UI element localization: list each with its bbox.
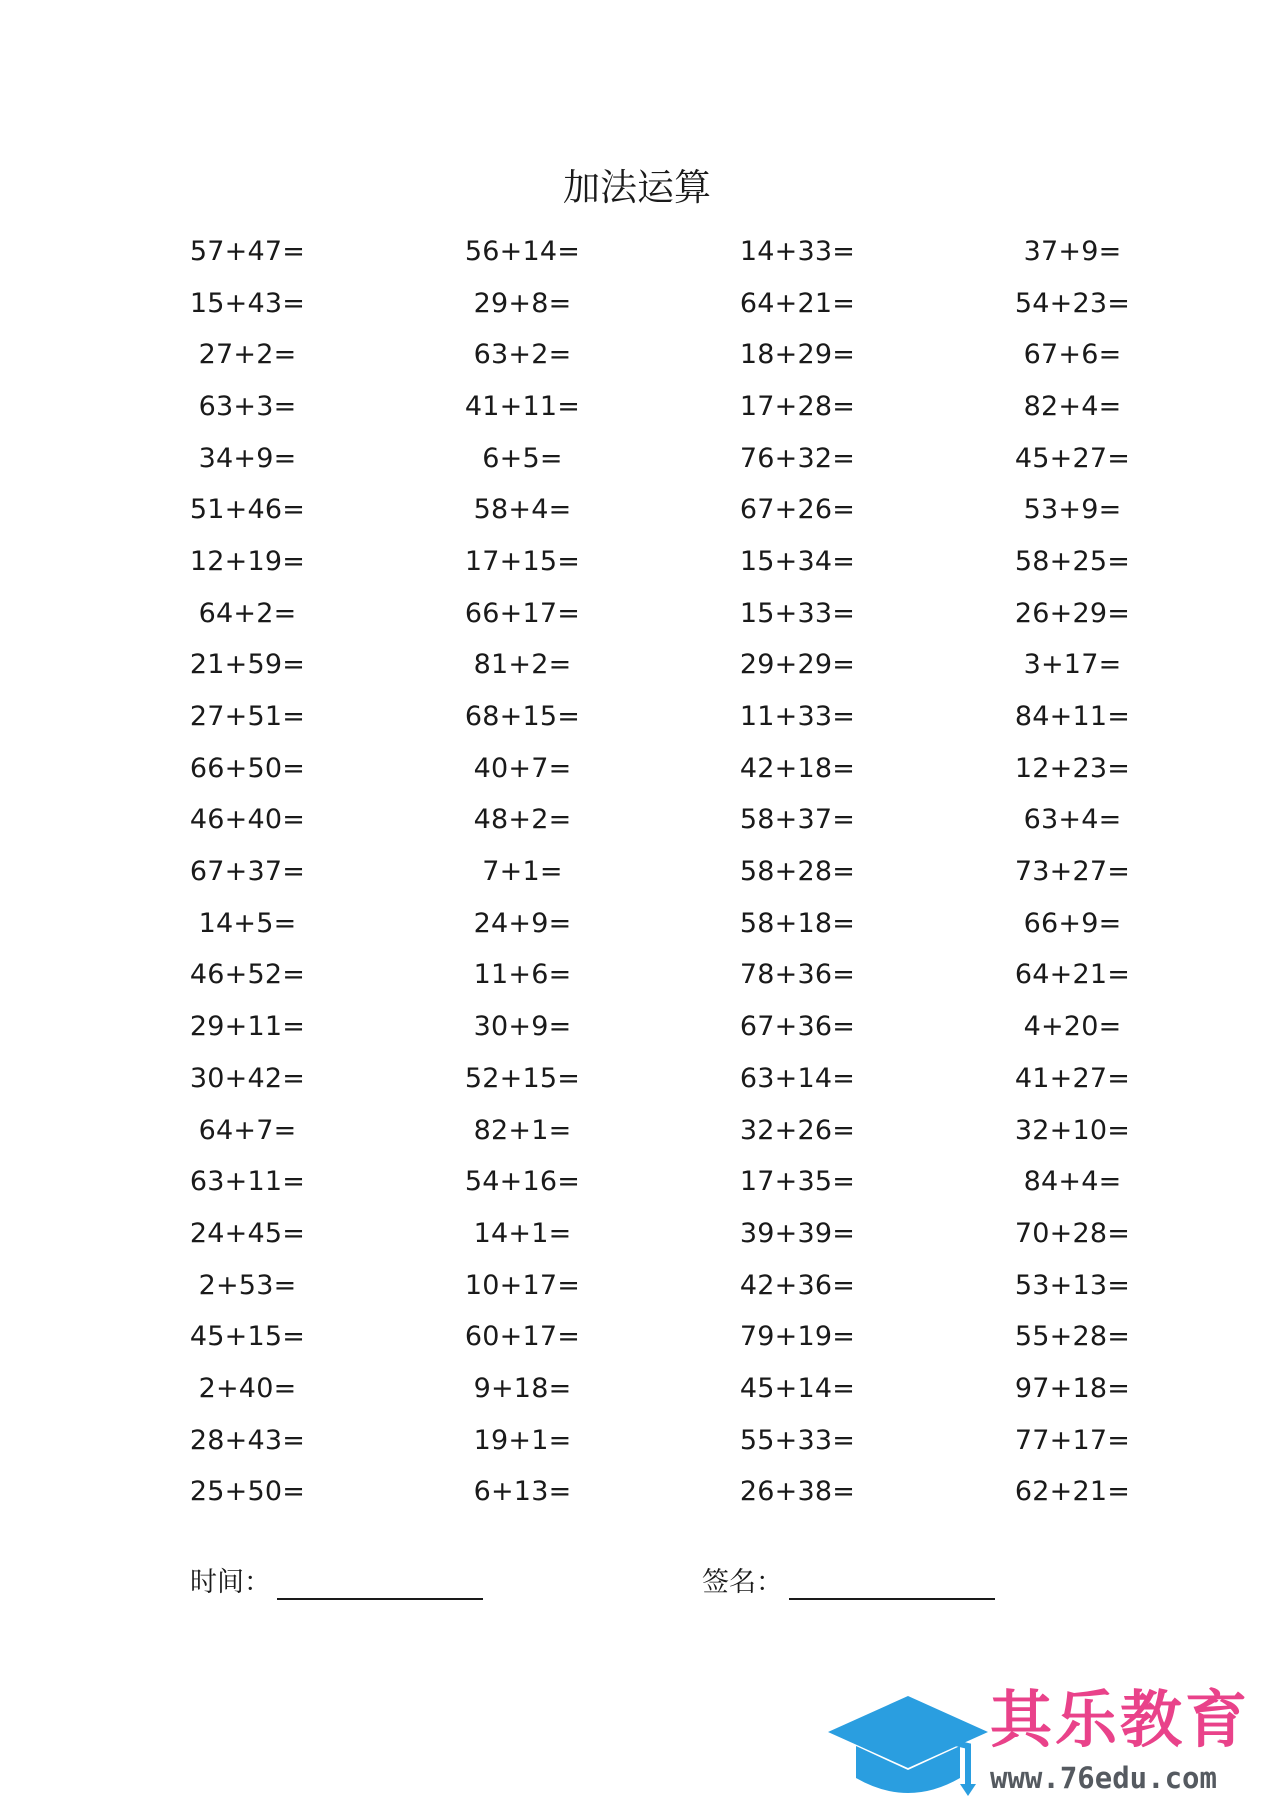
problem-item: 2+53=: [198, 1269, 297, 1301]
problem-item: 4+20=: [1023, 1011, 1122, 1043]
problem-item: 26+29=: [1014, 597, 1131, 629]
signature-label: 签名：: [702, 1567, 783, 1598]
problem-item: 21+59=: [189, 649, 306, 681]
problem-item: 54+16=: [464, 1166, 581, 1198]
problem-item: 12+23=: [1014, 752, 1131, 784]
problem-item: 63+14=: [739, 1062, 856, 1094]
problem-item: 68+15=: [464, 701, 581, 733]
problem-item: 28+43=: [189, 1424, 306, 1456]
problem-item: 15+33=: [739, 597, 856, 629]
problem-item: 67+26=: [739, 494, 856, 526]
time-label: 时间：: [190, 1567, 271, 1598]
time-field: [190, 1566, 483, 1600]
problem-item: 24+9=: [473, 907, 572, 939]
problem-item: 30+9=: [473, 1011, 572, 1043]
problem-item: 3+17=: [1023, 649, 1122, 681]
problem-item: 32+26=: [739, 1114, 856, 1146]
problem-item: 84+11=: [1014, 701, 1131, 733]
problem-grid: [110, 226, 1210, 1518]
problem-item: 51+46=: [189, 494, 306, 526]
problem-item: 66+9=: [1023, 907, 1122, 939]
problem-item: 64+7=: [198, 1114, 297, 1146]
problem-item: 66+17=: [464, 597, 581, 629]
problem-item: 55+33=: [739, 1424, 856, 1456]
problem-item: 17+35=: [739, 1166, 856, 1198]
problem-item: 58+37=: [739, 804, 856, 836]
page-title: 加法运算: [563, 166, 711, 209]
problem-item: 14+5=: [198, 907, 297, 939]
problem-item: 63+2=: [473, 339, 572, 371]
problem-item: 63+3=: [198, 390, 297, 422]
problem-item: 27+51=: [189, 701, 306, 733]
problem-item: 27+2=: [198, 339, 297, 371]
problem-item: 82+1=: [473, 1114, 572, 1146]
problem-item: 57+47=: [189, 235, 306, 267]
problem-item: 42+18=: [739, 752, 856, 784]
problem-item: 30+42=: [189, 1062, 306, 1094]
problem-item: 82+4=: [1023, 390, 1122, 422]
problem-item: 84+4=: [1023, 1166, 1122, 1198]
problem-item: 34+9=: [198, 442, 297, 474]
problem-item: 64+21=: [1014, 959, 1131, 991]
problem-item: 2+40=: [198, 1372, 297, 1404]
problem-item: 52+15=: [464, 1062, 581, 1094]
problem-item: 17+15=: [464, 545, 581, 577]
problem-item: 9+18=: [473, 1372, 572, 1404]
problem-item: 29+11=: [189, 1011, 306, 1043]
problem-item: 67+36=: [739, 1011, 856, 1043]
problem-item: 54+23=: [1014, 287, 1131, 319]
problem-item: 6+5=: [482, 442, 563, 474]
problem-item: 62+21=: [1014, 1476, 1131, 1508]
problem-item: 73+27=: [1014, 856, 1131, 888]
problem-item: 17+28=: [739, 390, 856, 422]
problem-item: 60+17=: [464, 1321, 581, 1353]
problem-item: 7+1=: [482, 856, 563, 888]
problem-item: 53+13=: [1014, 1269, 1131, 1301]
problem-item: 15+43=: [189, 287, 306, 319]
logo-url: www.76edu.com: [990, 1761, 1217, 1795]
logo-name: 其乐教育: [990, 1683, 1251, 1756]
problem-item: 26+38=: [739, 1476, 856, 1508]
time-blank-line: [277, 1570, 483, 1600]
problem-item: 14+33=: [739, 235, 856, 267]
problem-item: 56+14=: [464, 235, 581, 267]
problem-item: 25+50=: [189, 1476, 306, 1508]
problem-item: 32+10=: [1014, 1114, 1131, 1146]
problem-item: 42+36=: [739, 1269, 856, 1301]
problem-item: 66+50=: [189, 752, 306, 784]
problem-item: 15+34=: [739, 545, 856, 577]
problem-item: 78+36=: [739, 959, 856, 991]
problem-item: 14+1=: [473, 1217, 572, 1249]
problem-item: 45+27=: [1014, 442, 1131, 474]
problem-item: 58+4=: [473, 494, 572, 526]
problem-item: 41+11=: [464, 390, 581, 422]
problem-item: 58+25=: [1014, 545, 1131, 577]
problem-item: 12+19=: [189, 545, 306, 577]
problem-item: 29+8=: [473, 287, 572, 319]
problem-item: 46+40=: [189, 804, 306, 836]
problem-item: 58+18=: [739, 907, 856, 939]
problem-item: 11+33=: [739, 701, 856, 733]
problem-item: 29+29=: [739, 649, 856, 681]
problem-item: 11+6=: [473, 959, 572, 991]
problem-item: 48+2=: [473, 804, 572, 836]
problem-item: 64+2=: [198, 597, 297, 629]
problem-item: 97+18=: [1014, 1372, 1131, 1404]
problem-item: 6+13=: [473, 1476, 572, 1508]
problem-item: 55+28=: [1014, 1321, 1131, 1353]
problem-item: 67+37=: [189, 856, 306, 888]
problem-item: 37+9=: [1023, 235, 1122, 267]
problem-item: 46+52=: [189, 959, 306, 991]
problem-item: 81+2=: [473, 649, 572, 681]
problem-item: 53+9=: [1023, 494, 1122, 526]
problem-item: 58+28=: [739, 856, 856, 888]
problem-item: 77+17=: [1014, 1424, 1131, 1456]
problem-item: 41+27=: [1014, 1062, 1131, 1094]
problem-item: 64+21=: [739, 287, 856, 319]
problem-item: 40+7=: [473, 752, 572, 784]
problem-item: 45+15=: [189, 1321, 306, 1353]
problem-item: 10+17=: [464, 1269, 581, 1301]
problem-item: 19+1=: [473, 1424, 572, 1456]
problem-item: 39+39=: [739, 1217, 856, 1249]
problem-item: 63+4=: [1023, 804, 1122, 836]
problem-item: 70+28=: [1014, 1217, 1131, 1249]
signature-field: [702, 1566, 995, 1600]
problem-item: 79+19=: [739, 1321, 856, 1353]
problem-item: 24+45=: [189, 1217, 306, 1249]
problem-item: 63+11=: [189, 1166, 306, 1198]
signature-blank-line: [789, 1570, 995, 1600]
problem-item: 67+6=: [1023, 339, 1122, 371]
problem-item: 76+32=: [739, 442, 856, 474]
problem-item: 45+14=: [739, 1372, 856, 1404]
problem-item: 18+29=: [739, 339, 856, 371]
